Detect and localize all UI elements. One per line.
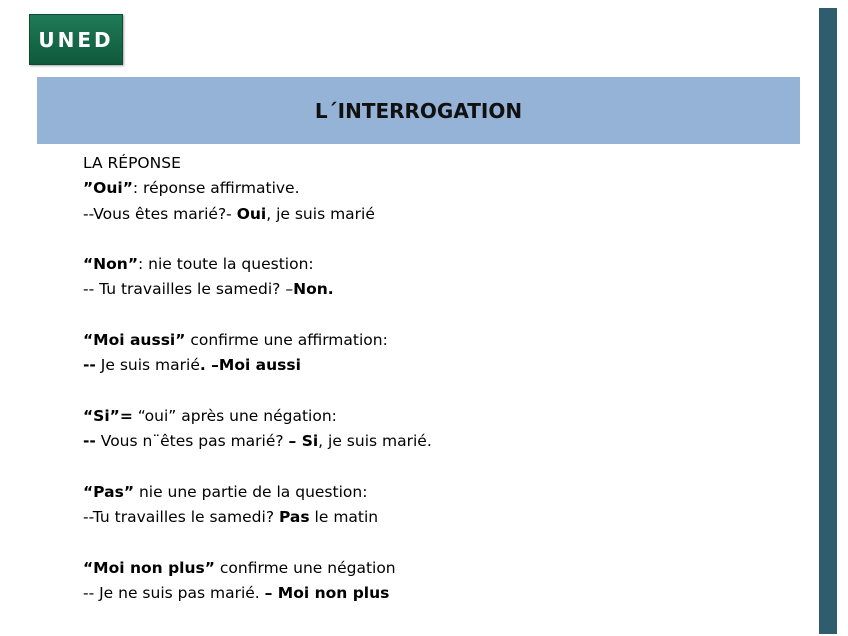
text-line [83, 252, 783, 277]
text-segment: confirme une négation [214, 558, 396, 577]
text-segment: confirme une affirmation: [185, 331, 388, 350]
text-segment: LA RÉPONSE [83, 154, 181, 172]
text-segment: , je suis marié. [318, 432, 432, 451]
bold-segment: – Moi non plus [264, 584, 390, 603]
text-line [83, 353, 783, 378]
blank-line [83, 303, 783, 328]
text-segment: Vous n¨êtes pas marié? [95, 432, 289, 451]
slide-body [83, 151, 783, 606]
text-line [83, 581, 783, 606]
text-segment: le matin [309, 508, 379, 527]
blank-line [83, 455, 783, 480]
text-segment: -- Tu travailles le samedi? – [83, 280, 294, 299]
bold-segment: -- [83, 432, 96, 451]
text-line [83, 429, 783, 454]
text-line [83, 277, 783, 302]
bold-segment: “Moi non plus” [83, 558, 215, 577]
bold-segment: – Si [288, 432, 319, 451]
text-line [83, 176, 783, 201]
blank-line [83, 379, 783, 404]
text-segment: , je suis marié [266, 204, 375, 223]
bold-segment: Pas [278, 508, 310, 527]
text-segment: -- Je ne suis pas marié. [83, 584, 265, 603]
text-line [83, 404, 783, 429]
bold-segment: Oui [236, 204, 267, 223]
text-line [83, 556, 783, 581]
title-band [37, 77, 800, 144]
bold-segment: -- [83, 356, 96, 375]
bold-segment: Non. [293, 280, 334, 299]
text-line [83, 202, 783, 227]
blank-line [83, 530, 783, 555]
bold-segment: “Pas” [83, 482, 135, 501]
text-segment: --Vous êtes marié?- [83, 204, 237, 223]
text-segment: nie une partie de la question: [134, 482, 368, 501]
uned-logo [29, 14, 123, 65]
bold-segment: “Si”= [83, 406, 133, 425]
logo-text: UNED [38, 27, 114, 52]
bold-segment: “Non” [83, 255, 139, 274]
right-accent-bar [819, 8, 837, 634]
bold-segment: ”Oui” [83, 179, 133, 198]
slide-title: L´INTERROGATION [314, 98, 523, 123]
bold-segment: . –Moi aussi [199, 356, 301, 375]
text-segment: --Tu travailles le samedi? [83, 508, 279, 527]
blank-line [83, 227, 783, 252]
text-segment: : réponse affirmative. [132, 179, 300, 198]
text-line [83, 328, 783, 353]
text-line [83, 480, 783, 505]
text-line [83, 151, 783, 176]
text-segment: “oui” après une négation: [132, 406, 337, 425]
bold-segment: “Moi aussi” [83, 331, 186, 350]
text-segment: : nie toute la question: [138, 255, 314, 274]
text-segment: Je suis marié [95, 356, 200, 375]
text-line [83, 505, 783, 530]
